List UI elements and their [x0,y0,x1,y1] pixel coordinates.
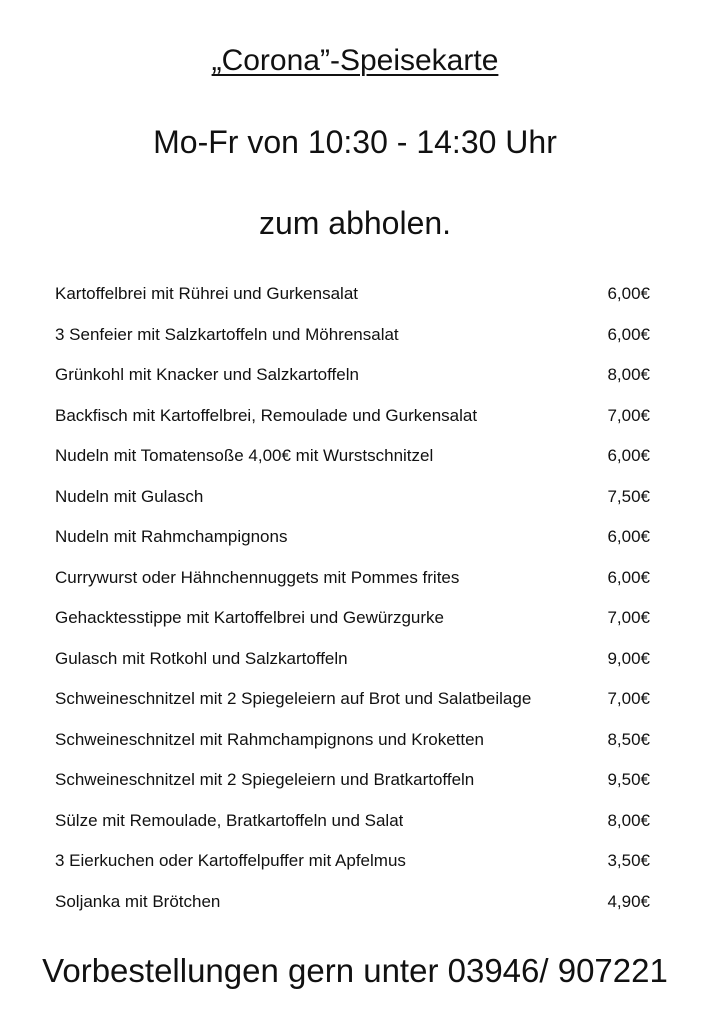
menu-item-name: 3 Senfeier mit Salzkartoffeln und Möhrensalat [55,324,399,344]
menu-item-price: 6,00€ [607,567,650,587]
menu-item [55,889,650,930]
menu-item-name: Schweineschnitzel mit Rahmchampignons und Kroketten [55,729,485,749]
menu-item-name: Soljanka mit Brötchen [55,891,221,911]
menu-item-name: 3 Eierkuchen oder Kartoffelpuffer mit Apfelmus [55,851,406,870]
menu-item-name: Schweineschnitzel mit 2 Spiegeleiern und Bratkartoffeln [55,770,475,789]
menu-item [55,443,650,484]
menu-item-name: Nudeln mit Tomatensoße 4,00€ mit Wurstschnitzel [55,446,434,465]
menu-item-price: 6,00€ [607,446,650,465]
menu-item [55,848,650,889]
menu-item-name: Backfisch mit Kartoffelbrei, Remoulade und Gurkensalat [55,405,478,425]
menu-item-price: 7,00€ [607,405,650,425]
menu-item [55,727,650,768]
menu-item-price: 8,50€ [607,729,650,749]
menu-item-name: Gehacktesstippe mit Kartoffelbrei und Gewürzgurke [55,608,444,627]
menu-item [55,565,650,606]
menu-item-price: 9,50€ [607,770,650,789]
menu-item [55,281,650,322]
menu-item-name: Schweineschnitzel mit 2 Spiegeleiern auf Brot und Salatbeilage [55,689,532,708]
menu-item-price: 8,00€ [607,365,650,384]
menu-item-price: 7,50€ [607,486,650,506]
menu-item-name: Nudeln mit Gulasch [55,486,204,506]
menu-item-name: Sülze mit Remoulade, Bratkartoffeln und Salat [55,810,404,830]
menu-item-price: 6,00€ [607,324,650,344]
menu-item [55,484,650,525]
menu-item-price: 9,00€ [607,648,650,668]
menu-item-name: Nudeln mit Rahmchampignons [55,527,288,546]
menu-item [55,322,650,363]
menu-item-price: 4,90€ [607,891,650,911]
preorder-contact: Vorbestellungen gern unter 03946/ 907221 [42,952,668,989]
menu-item-price: 6,00€ [607,527,650,546]
menu-item-price: 3,50€ [607,851,650,870]
menu-item [55,686,650,727]
menu-item-price: 6,00€ [607,284,650,303]
page-title: „Corona”-Speisekarte [211,44,499,77]
menu-item [55,605,650,646]
menu-item [55,767,650,808]
menu-item-price: 8,00€ [607,810,650,830]
menu-item-name: Grünkohl mit Knacker und Salzkartoffeln [55,365,359,384]
menu-item [55,808,650,849]
menu-item-name: Currywurst oder Hähnchennuggets mit Pommes frites [55,567,460,587]
menu-item [55,524,650,565]
opening-hours: Mo-Fr von 10:30 - 14:30 Uhr [153,124,557,160]
menu-list [55,281,650,929]
menu-item-name: Kartoffelbrei mit Rührei und Gurkensalat [55,284,359,303]
menu-item [55,362,650,403]
menu-item [55,646,650,687]
menu-item-name: Gulasch mit Rotkohl und Salzkartoffeln [55,648,348,668]
menu-item-price: 7,00€ [607,689,650,708]
menu-item-price: 7,00€ [607,608,650,627]
pickup-note: zum abholen. [258,205,452,241]
menu-item [55,403,650,444]
